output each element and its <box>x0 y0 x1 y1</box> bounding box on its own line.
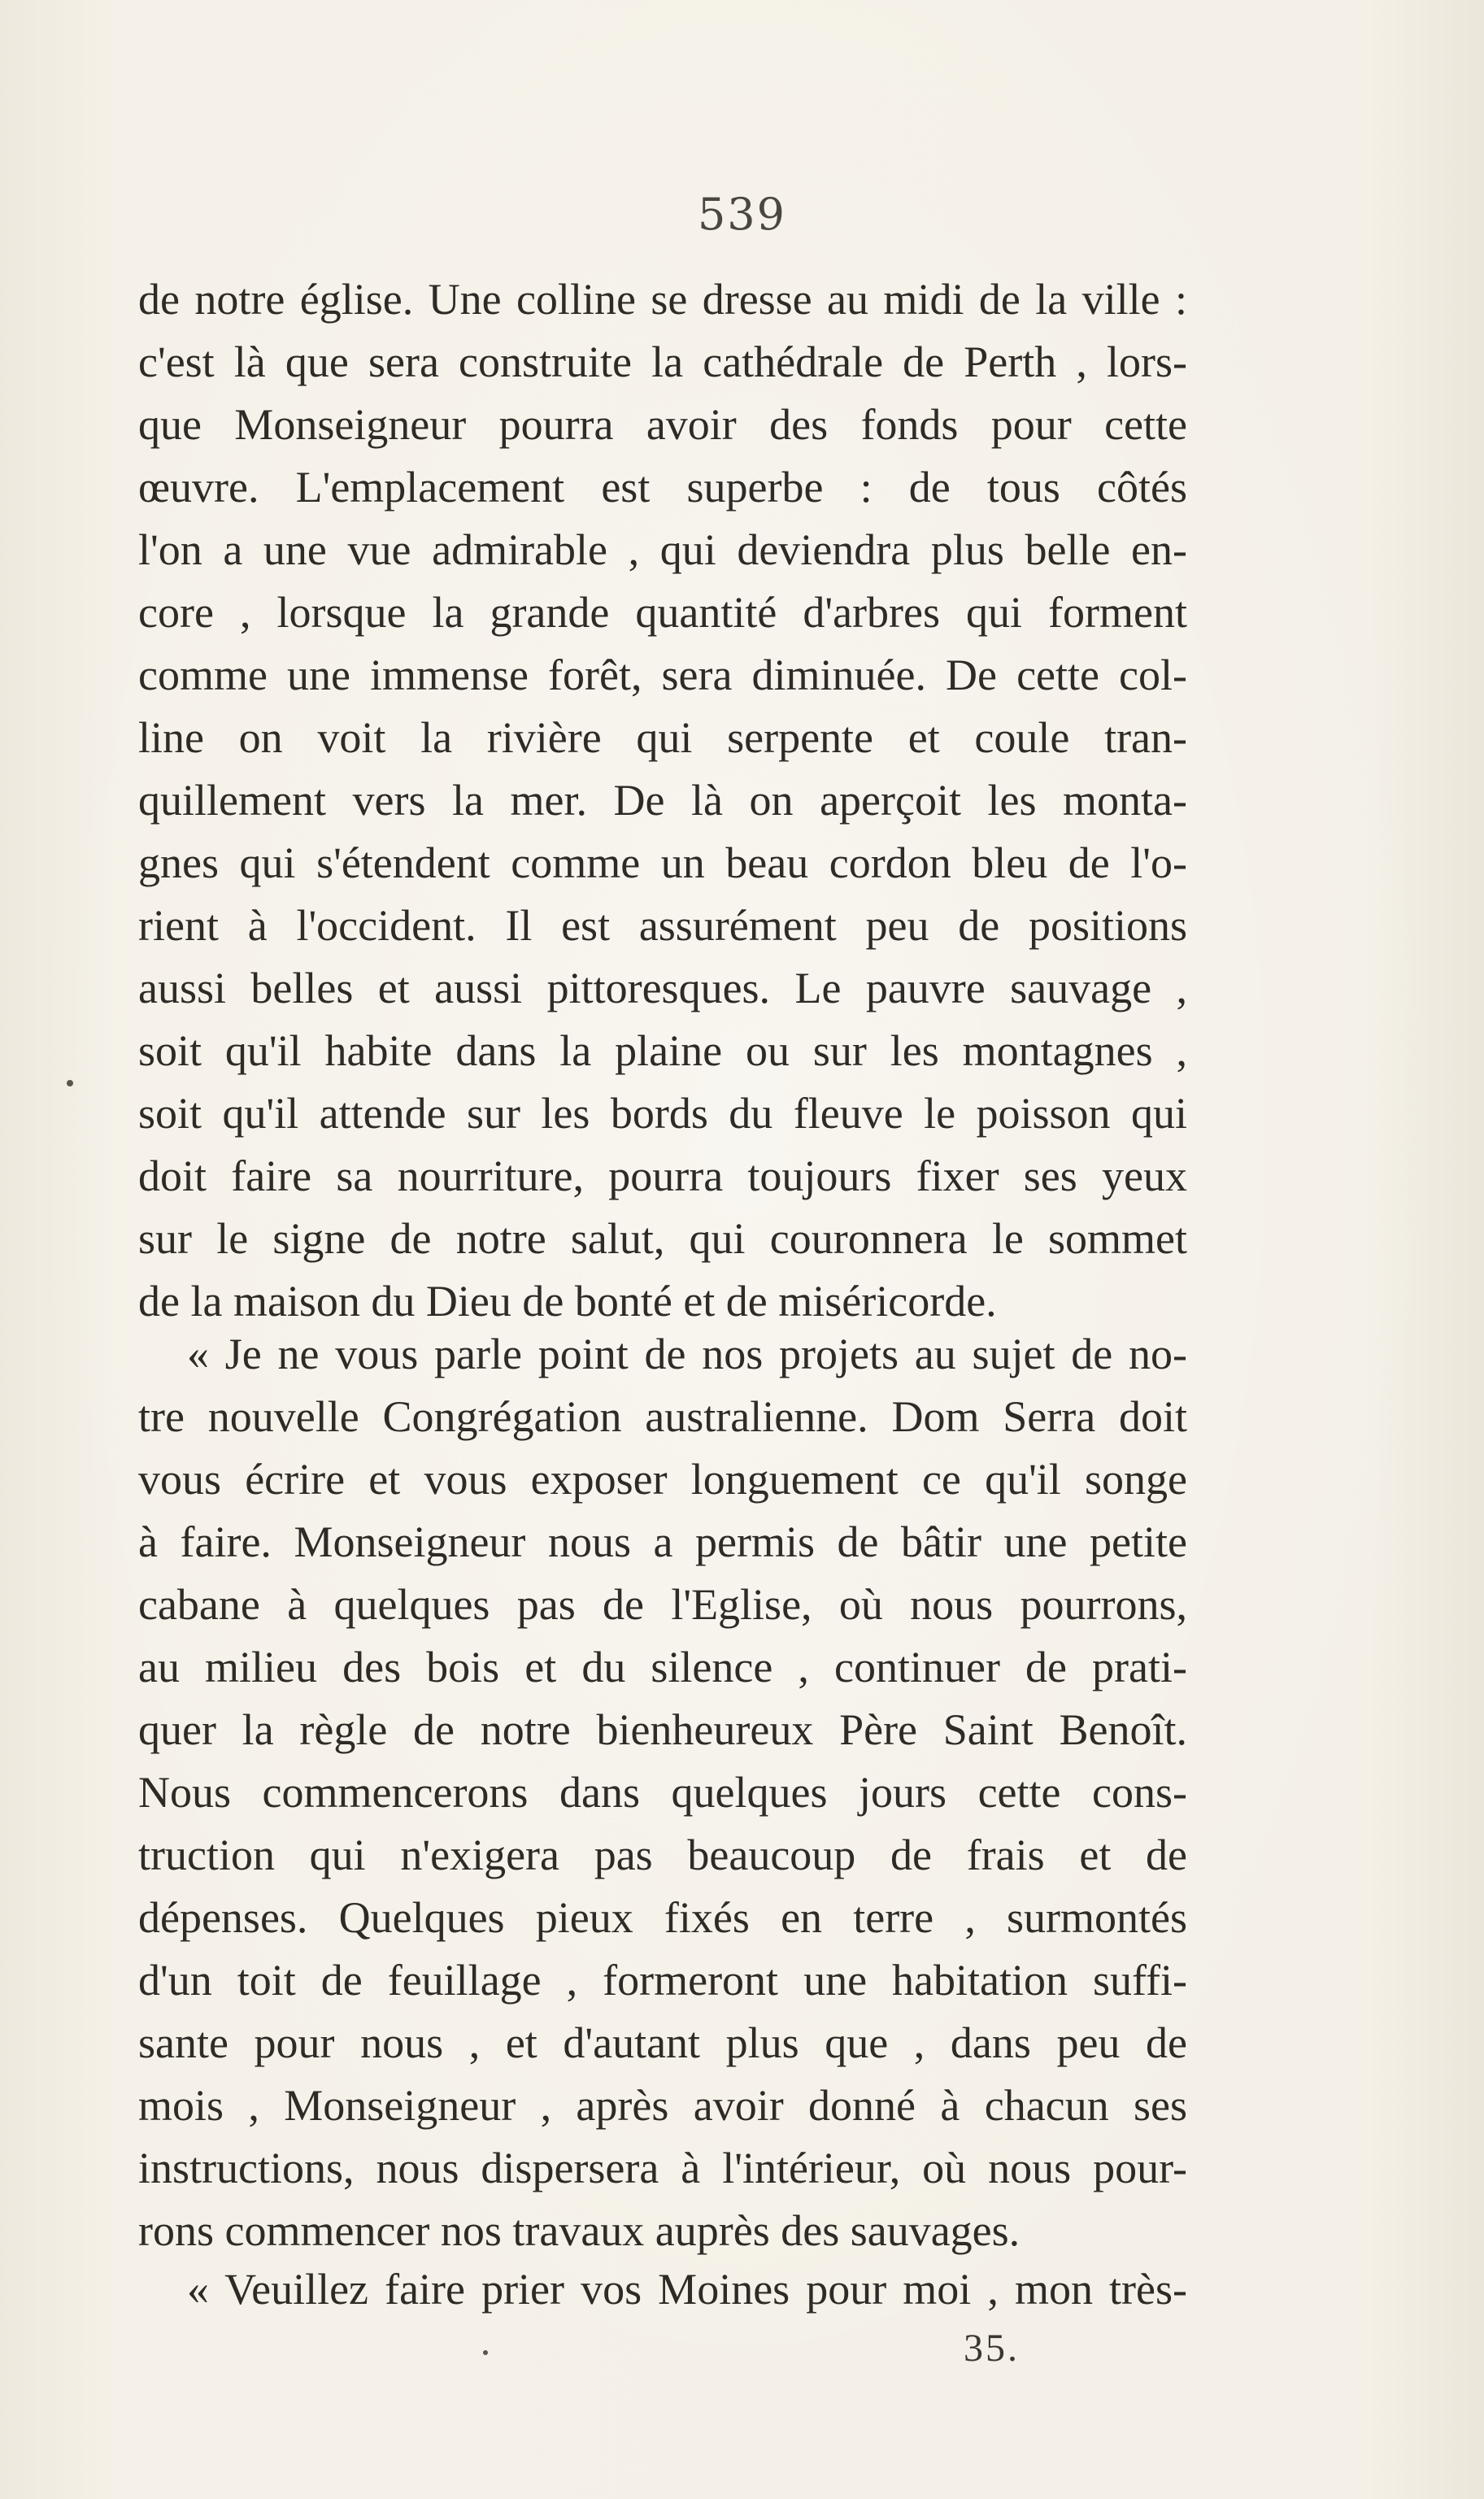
ink-speck <box>67 1080 73 1086</box>
text-line: d'un toit de feuillage , formeront une habitation suffi- <box>138 1956 1187 2005</box>
text-line: œuvre. L'emplacement est superbe : de tous côtés <box>138 463 1187 512</box>
text-line: gnes qui s'étendent comme un beau cordon bleu de l'o- <box>138 838 1187 887</box>
text-line: sur le signe de notre salut, qui couronnera le sommet <box>138 1214 1187 1263</box>
text-line: l'on a une vue admirable , qui deviendra plus belle en- <box>138 525 1187 574</box>
text-line: rons commencer nos travaux auprès des sauvages. <box>138 2206 1021 2255</box>
text-line: à faire. Monseigneur nous a permis de bâtir une petite <box>138 1517 1187 1566</box>
ink-speck <box>483 2350 488 2355</box>
page-number: 539 <box>697 189 787 240</box>
text-line: de notre église. Une colline se dresse au midi de la ville : <box>138 275 1187 324</box>
text-line: soit qu'il attende sur les bords du fleuve le poisson qui <box>138 1089 1187 1138</box>
text-line: c'est là que sera construite la cathédrale de Perth , lors- <box>138 337 1187 386</box>
text-line: core , lorsque la grande quantité d'arbres qui forment <box>138 588 1187 637</box>
text-line: sante pour nous , et d'autant plus que , dans peu de <box>138 2018 1187 2067</box>
signature-mark: 35. <box>964 2327 1020 2370</box>
text-line: de la maison du Dieu de bonté et de miséricorde. <box>138 1277 997 1326</box>
text-line: quillement vers la mer. De là on aperçoit les monta- <box>138 776 1187 825</box>
text-line: quer la règle de notre bienheureux Père Saint Benoît. <box>138 1705 1187 1754</box>
text-line: comme une immense forêt, sera diminuée. De cette col- <box>138 651 1187 699</box>
text-line: vous écrire et vous exposer longuement ce qu'il songe <box>138 1455 1187 1504</box>
paragraph-3 <box>138 2258 1187 2321</box>
text-line: doit faire sa nourriture, pourra toujours fixer ses yeux <box>138 1152 1187 1200</box>
text-line: dépenses. Quelques pieux fixés en terre , surmontés <box>138 1893 1187 1942</box>
text-line: aussi belles et aussi pittoresques. Le pauvre sauvage , <box>138 964 1187 1012</box>
paragraph-2 <box>138 1323 1187 2262</box>
text-line: instructions, nous dispersera à l'intérieur, où nous pour- <box>138 2144 1187 2192</box>
text-line: « Je ne vous parle point de nos projets au sujet de no- <box>187 1330 1187 1378</box>
text-line: Nous commencerons dans quelques jours cette cons- <box>138 1768 1187 1817</box>
text-line: au milieu des bois et du silence , continuer de prati- <box>138 1643 1187 1691</box>
text-line: soit qu'il habite dans la plaine ou sur les montagnes , <box>138 1026 1187 1075</box>
text-line: tre nouvelle Congrégation australienne. Dom Serra doit <box>138 1392 1187 1441</box>
text-line: line on voit la rivière qui serpente et coule tran- <box>138 713 1187 762</box>
text-line: rient à l'occident. Il est assurément peu de positions <box>138 901 1187 950</box>
text-line: mois , Monseigneur , après avoir donné à chacun ses <box>138 2081 1187 2130</box>
paragraph-1 <box>138 268 1187 1333</box>
text-line: « Veuillez faire prier vos Moines pour moi , mon très- <box>187 2265 1187 2314</box>
text-line: que Monseigneur pourra avoir des fonds pour cette <box>138 400 1187 449</box>
text-line: truction qui n'exigera pas beaucoup de frais et de <box>138 1831 1187 1879</box>
text-line: cabane à quelques pas de l'Eglise, où nous pourrons, <box>138 1580 1187 1629</box>
